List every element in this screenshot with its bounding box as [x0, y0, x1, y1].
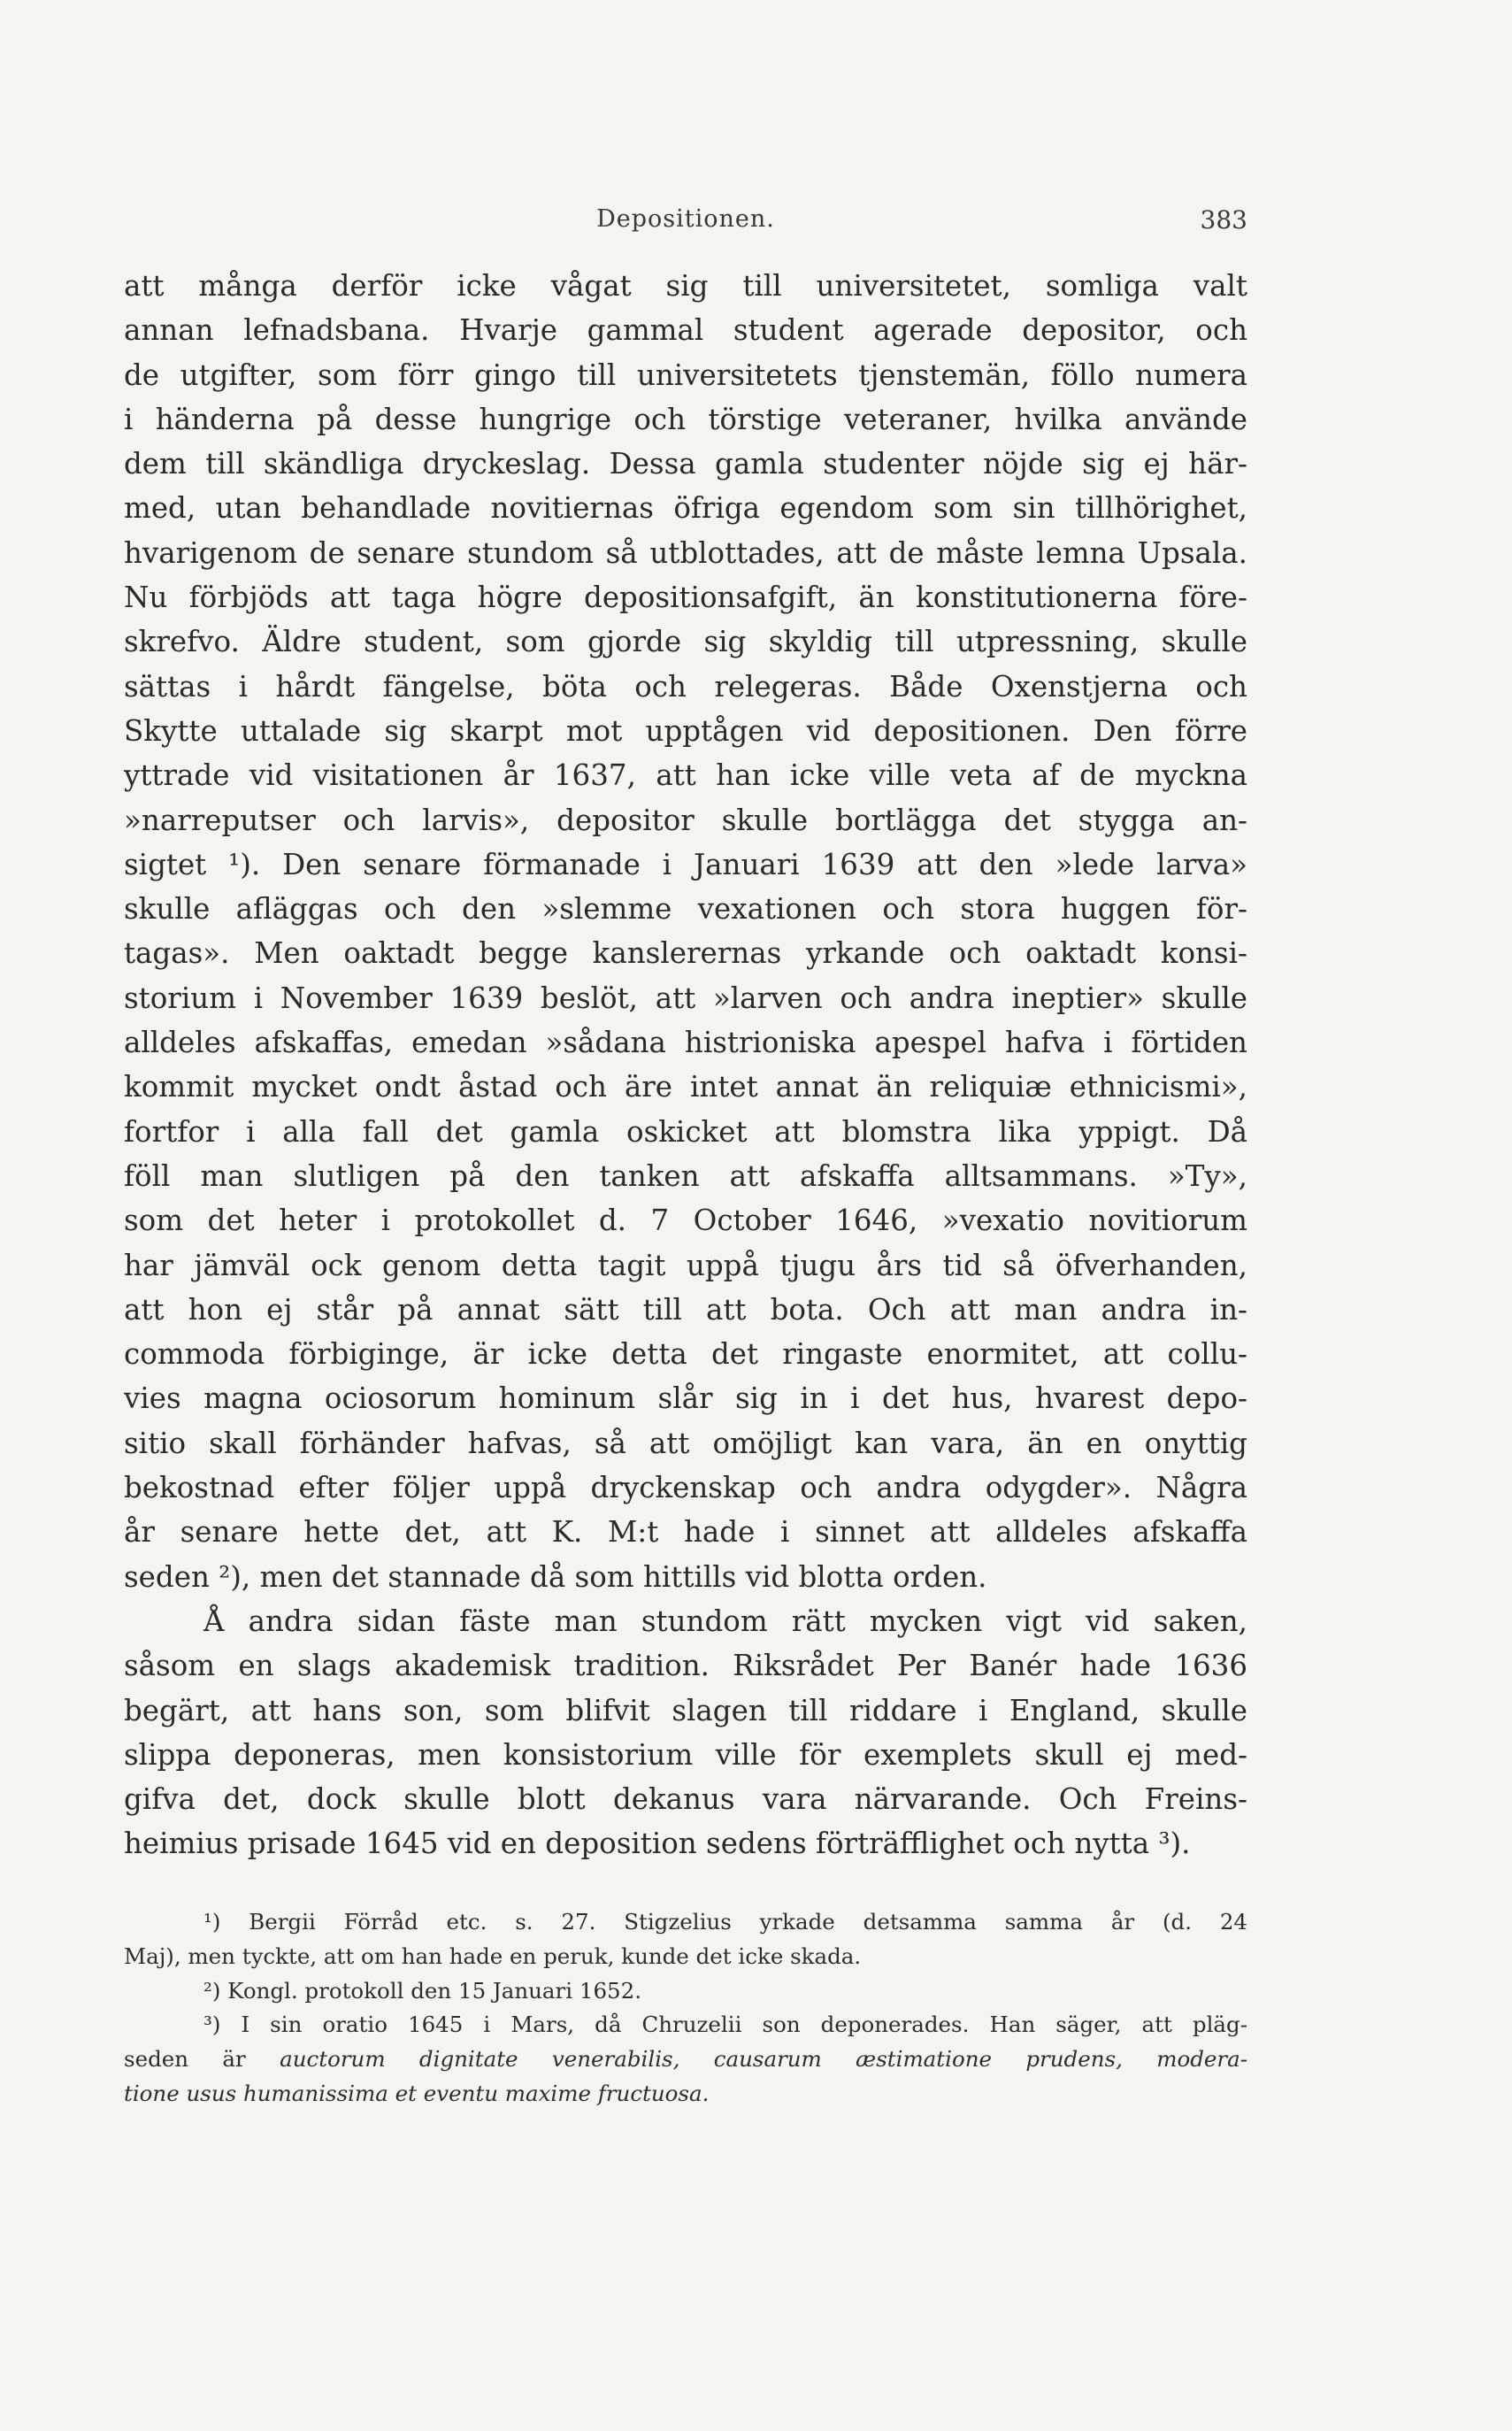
- text-line: skrefvo. Äldre student, som gjorde sig skyldig till utpressning, skulle: [124, 625, 1247, 659]
- text-line: har jämväl ock genom detta tagit uppå tjugu års tid så öfverhanden,: [124, 1248, 1247, 1282]
- text-line: sättas i hårdt fängelse, böta och relegeras. Både Oxenstjerna och: [124, 669, 1247, 704]
- text-line: kommit mycket ondt åstad och äre intet annat än reliquiæ ethnicismi»,: [124, 1070, 1247, 1104]
- page-number: 383: [1200, 205, 1247, 235]
- running-title: Depositionen.: [596, 205, 775, 233]
- text-line: Nu förbjöds att taga högre depositionsafgift, än konstitutionerna före-: [124, 581, 1247, 615]
- text-line: i händerna på desse hungrige och törstige veteraner, hvilka använde: [124, 402, 1247, 436]
- footnote-line: Maj), men tyckte, att om han hade en peruk, kunde det icke skada.: [124, 1942, 862, 1969]
- footnote-line: ²) Kongl. protokoll den 15 Januari 1652.: [203, 1977, 642, 2004]
- body-text: [124, 264, 1247, 1866]
- footnotes: [124, 1905, 1247, 2112]
- footnote-line: ¹) Bergii Förråd etc. s. 27. Stigzelius yrkade detsamma samma år (d. 24: [203, 1909, 1247, 1935]
- text-line: sitio skall förhänder hafvas, så att omöjligt kan vara, än en onyttig: [124, 1426, 1247, 1460]
- text-line: skulle afläggas och den »slemme vexationen och stora huggen för-: [124, 892, 1247, 927]
- text-line: begärt, att hans son, som blifvit slagen till riddare i England, skulle: [124, 1693, 1247, 1727]
- text-line: med, utan behandlade novitiernas öfriga egendom som sin tillhörighet,: [124, 491, 1247, 526]
- footnote-upright-text: seden är: [124, 2046, 246, 2073]
- text-line: storium i November 1639 beslöt, att »larven och andra ineptier» skulle: [124, 981, 1247, 1015]
- text-line: »narreputser och larvis», depositor skulle bortlägga det stygga an-: [124, 803, 1247, 837]
- text-line: föll man slutligen på den tanken att afskaffa alltsammans. »Ty»,: [124, 1158, 1247, 1193]
- text-line: Skytte uttalade sig skarpt mot upptågen vid depositionen. Den förre: [124, 713, 1247, 748]
- text-line: seden ²), men det stannade då som hittills vid blotta orden.: [124, 1559, 987, 1594]
- text-line: commoda förbiginge, är icke detta det ringaste enormitet, att collu-: [124, 1337, 1247, 1372]
- text-line: slippa deponeras, men konsistorium ville för exemplets skull ej med-: [124, 1737, 1247, 1772]
- text-line: att många derför icke vågat sig till universitetet, somliga valt: [124, 269, 1247, 303]
- running-head: [124, 205, 1247, 241]
- text-line: dem till skändliga dryckeslag. Dessa gamla studenter nöjde sig ej här-: [124, 447, 1247, 481]
- text-line: att hon ej står på annat sätt till att bota. Och att man andra in-: [124, 1292, 1247, 1327]
- text-line: som det heter i protokollet d. 7 October 1646, »vexatio novitiorum: [124, 1204, 1247, 1238]
- footnote-italic-text: auctorum dignitate venerabilis, causarum æstimatione prudens, modera-: [280, 2046, 1247, 2073]
- footnote-line: ³) I sin oratio 1645 i Mars, då Chruzelii son deponerades. Han säger, att pläg-: [203, 2012, 1247, 2038]
- text-line: vies magna ociosorum hominum slår sig in i det hus, hvarest depo-: [124, 1381, 1247, 1416]
- text-line: hvarigenom de senare stundom så utblottades, att de måste lemna Upsala.: [124, 535, 1247, 570]
- text-line: sigtet ¹). Den senare förmanade i Januari 1639 att den »lede larva»: [124, 847, 1247, 881]
- text-line: fortfor i alla fall det gamla oskicket att blomstra lika yppigt. Då: [124, 1114, 1247, 1149]
- footnote-line: [124, 2043, 1247, 2077]
- text-line: heimius prisade 1645 vid en deposition sedens förträfflighet och nytta ³).: [124, 1827, 1191, 1861]
- text-line: tagas». Men oaktadt begge kanslerernas yrkande och oaktadt konsi-: [124, 936, 1247, 971]
- text-line: annan lefnadsbana. Hvarje gammal student agerade depositor, och: [124, 313, 1247, 348]
- text-line: yttrade vid visitationen år 1637, att han icke ville veta af de myckna: [124, 758, 1247, 793]
- text-line: bekostnad efter följer uppå dryckenskap och andra odygder». Några: [124, 1471, 1247, 1505]
- text-line: gifva det, dock skulle blott dekanus vara närvarande. Och Freins-: [124, 1782, 1247, 1817]
- text-line: de utgifter, som förr gingo till universitetets tjenstemän, föllo numera: [124, 358, 1247, 392]
- text-line: Å andra sidan fäste man stundom rätt mycken vigt vid saken,: [203, 1604, 1247, 1638]
- text-line: alldeles afskaffas, emedan »sådana histrioniska apespel hafva i förtiden: [124, 1026, 1247, 1060]
- footnote-line: tione usus humanissima et eventu maxime fructuosa.: [124, 2080, 710, 2106]
- text-line: såsom en slags akademisk tradition. Riksrådet Per Banér hade 1636: [124, 1649, 1247, 1683]
- text-line: år senare hette det, att K. M:t hade i sinnet att alldeles afskaffa: [124, 1515, 1247, 1550]
